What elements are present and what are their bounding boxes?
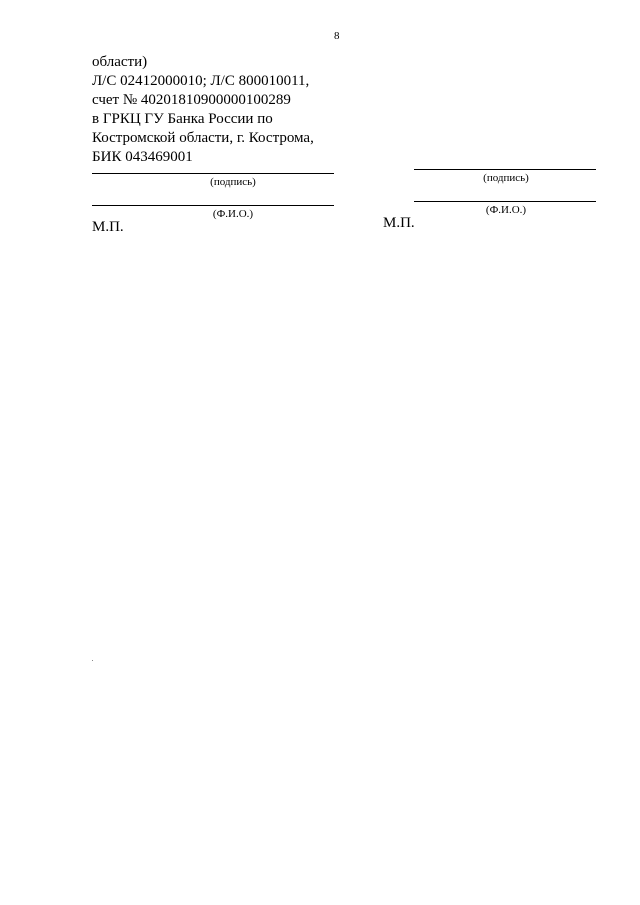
left-name-caption: (Ф.И.О.) xyxy=(212,208,254,220)
left-signature-caption: (подпись) xyxy=(210,176,256,188)
left-name-line xyxy=(92,205,334,206)
right-signature-caption: (подпись) xyxy=(483,172,529,184)
left-stamp-label: М.П. xyxy=(92,219,124,235)
page-number: 8 xyxy=(334,30,340,42)
right-stamp-label: М.П. xyxy=(383,215,415,231)
scan-speck xyxy=(92,660,93,661)
left-party-address-block xyxy=(92,53,352,167)
address-line: Л/С 02412000010; Л/С 800010011, xyxy=(92,73,310,89)
address-line: в ГРКЦ ГУ Банка России по xyxy=(92,111,273,127)
address-line: счет № 40201810900000100289 xyxy=(92,92,291,108)
left-signature-line xyxy=(92,173,334,174)
address-line: БИК 043469001 xyxy=(92,149,193,165)
right-name-caption: (Ф.И.О.) xyxy=(485,204,527,216)
address-line: области) xyxy=(92,54,148,70)
right-signature-line xyxy=(414,169,596,170)
address-line: Костромской области, г. Кострома, xyxy=(92,130,314,146)
right-name-line xyxy=(414,201,596,202)
